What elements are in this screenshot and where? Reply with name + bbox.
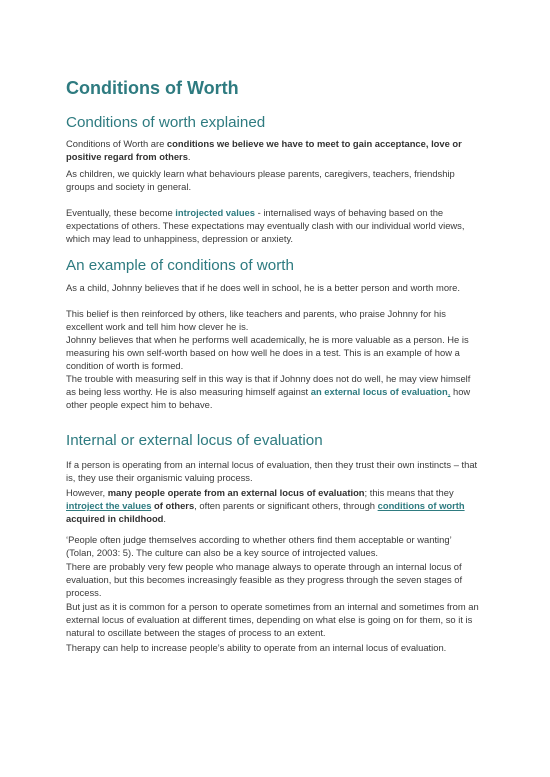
paragraph — [66, 486, 480, 526]
text: However, — [66, 487, 108, 498]
paragraph: This belief is then reinforced by others, like teachers and parents, who praise Johnny for his excellent work and tell him how clever he is. — [66, 308, 446, 333]
paragraph: But just as it is common for a person to operate sometimes from an internal and sometimes from an external locus of evaluation at different times, depending on what else is going on for them, so it is natural to oscillate between the stages of process to an extent. — [66, 601, 479, 639]
paragraph — [66, 206, 480, 246]
section-heading-explained: Conditions of worth explained — [66, 114, 266, 131]
introject-values-link[interactable]: introject the values — [66, 500, 152, 512]
paragraph: If a person is operating from an internal locus of evaluation, then they trust their own instincts – that is, they use their organismic valuing process. — [66, 459, 478, 484]
page-title: Conditions of Worth — [66, 78, 239, 98]
external-locus-link[interactable]: an external locus of evaluation — [310, 386, 448, 398]
bold-text: acquired in childhood — [66, 513, 164, 525]
text: The trouble with measuring self in this way is that if Johnny does not do well, he may view himself as being less worthy. He is also measuring himself against — [66, 373, 471, 398]
paragraph: As children, we quickly learn what behaviours please parents, caregivers, teachers, friendship groups and society in general. — [66, 168, 455, 193]
section-heading-example: An example of conditions of worth — [66, 257, 294, 274]
paragraph: As a child, Johnny believes that if he does well in school, he is a better person and worth more. — [66, 282, 460, 293]
text: , — [447, 386, 451, 398]
bold-text: of others — [151, 500, 195, 512]
introjected-values-link[interactable]: introjected values — [175, 207, 255, 218]
conditions-of-worth-link[interactable]: conditions of worth — [377, 500, 465, 512]
text: - internalised ways of behaving based on the expectations of others. These expectations may eventually clash with our individual world views, which may lead to unhappiness, depression or anxiety. — [66, 207, 465, 245]
text: , often parents or significant others, through — [194, 500, 378, 512]
paragraph: Therapy can help to increase people’s ability to operate from an internal locus of evaluation. — [66, 642, 447, 653]
bold-text: many people operate from an external locus of evaluation — [107, 487, 365, 498]
paragraph — [66, 137, 480, 163]
paragraph: Johnny believes that when he performs well academically, he is more valuable as a person. He is measuring his own self-worth based on how well he does in a test. This is an example of how a condition of worth is formed. — [66, 334, 469, 372]
paragraph: ‘People often judge themselves according to whether others find them acceptable or wanting’ (Tolan, 2003: 5). The culture can also be a key source of introjected values. — [66, 534, 452, 559]
text: ; this means that they — [364, 487, 454, 498]
paragraph — [66, 372, 480, 412]
text: how other people expect him to behave. — [66, 386, 471, 411]
text: Eventually, these become — [66, 207, 176, 218]
text: Conditions of Worth are — [66, 138, 167, 149]
paragraph: There are probably very few people who manage always to operate through an internal locus of evaluation, but this becomes increasingly feasible as they progress through the seven stages of process. — [66, 561, 463, 599]
text: . — [187, 151, 191, 163]
bold-text: conditions we believe we have to meet to gain acceptance, love or positive regard from others — [66, 138, 462, 163]
text: . — [163, 513, 167, 525]
section-heading-locus: Internal or external locus of evaluation — [66, 432, 323, 449]
